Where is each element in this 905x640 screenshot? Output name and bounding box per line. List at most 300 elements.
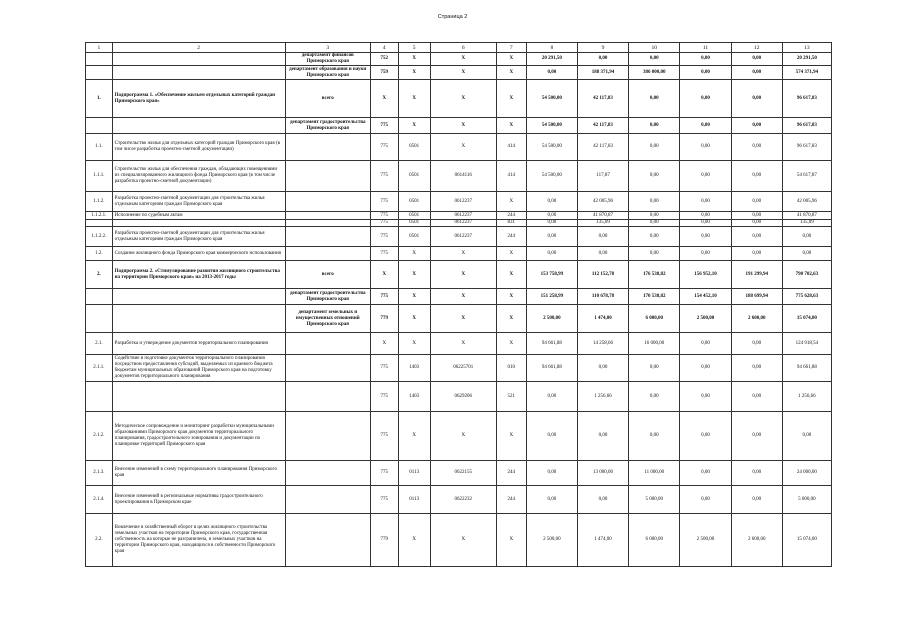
table-cell: 0,00 bbox=[526, 382, 577, 412]
table-cell: 1. bbox=[86, 80, 113, 118]
table-cell bbox=[86, 66, 113, 80]
table-row bbox=[86, 192, 832, 212]
table-cell: X bbox=[398, 80, 430, 118]
table-cell: 0,00 bbox=[680, 53, 731, 66]
table-cell: 775 bbox=[370, 412, 398, 461]
table-cell: 0,00 bbox=[731, 80, 782, 118]
table-row bbox=[86, 80, 832, 118]
table-row bbox=[86, 66, 832, 80]
table-cell: 54 500,00 bbox=[526, 118, 577, 134]
table-cell: 2 500,00 bbox=[526, 514, 577, 567]
table-cell: 779 bbox=[370, 305, 398, 333]
column-number-cell: 2 bbox=[112, 43, 285, 53]
table-cell: 0,00 bbox=[782, 247, 831, 261]
table-cell bbox=[285, 486, 370, 514]
table-cell bbox=[86, 382, 113, 412]
table-cell: 0,00 bbox=[731, 134, 782, 161]
table-row bbox=[86, 382, 832, 412]
table-cell: 151 258,99 bbox=[526, 289, 577, 305]
table-cell: 154 452,10 bbox=[680, 289, 731, 305]
table-cell: 112 152,78 bbox=[577, 261, 628, 289]
table-cell: 0,00 bbox=[577, 53, 628, 66]
table-cell: 94 661,88 bbox=[526, 333, 577, 355]
table-cell: X bbox=[430, 305, 496, 333]
table-cell: X bbox=[430, 289, 496, 305]
table-cell: 0,00 bbox=[526, 220, 577, 227]
budget-table bbox=[85, 42, 832, 567]
table-cell: X bbox=[496, 118, 526, 134]
table-cell: X bbox=[370, 333, 398, 355]
table-cell: 15 074,00 bbox=[782, 305, 831, 333]
table-cell: 779 bbox=[370, 514, 398, 567]
table-cell: 0,00 bbox=[680, 355, 731, 382]
table-cell: Внесение изменений в схему территориального планирования Приморского края bbox=[112, 461, 285, 486]
table-cell: 2. bbox=[86, 261, 113, 289]
column-number-cell: 11 bbox=[680, 43, 731, 53]
table-cell: 0,00 bbox=[731, 66, 782, 80]
table-cell: 0,00 bbox=[526, 227, 577, 247]
table-cell: всего bbox=[285, 80, 370, 118]
table-cell: 0,00 bbox=[731, 382, 782, 412]
table-cell: 775 bbox=[370, 486, 398, 514]
table-cell: 42 005,96 bbox=[782, 192, 831, 212]
table-cell: 153 758,99 bbox=[526, 261, 577, 289]
column-number-cell: 12 bbox=[731, 43, 782, 53]
table-cell bbox=[285, 514, 370, 567]
table-row bbox=[86, 461, 832, 486]
table-cell: 0,00 bbox=[629, 53, 680, 66]
table-cell bbox=[285, 161, 370, 192]
table-cell: 1.2. bbox=[86, 247, 113, 261]
table-cell: 188 371,94 bbox=[577, 66, 628, 80]
table-cell bbox=[285, 355, 370, 382]
table-cell: Исполнение по судебным актам bbox=[112, 212, 285, 220]
table-cell: 1 474,00 bbox=[577, 305, 628, 333]
table-cell: 0,00 bbox=[629, 118, 680, 134]
table-cell: 0,00 bbox=[629, 382, 680, 412]
table-cell: 0,00 bbox=[731, 247, 782, 261]
table-cell: X bbox=[398, 66, 430, 80]
table-cell: 0,00 bbox=[680, 134, 731, 161]
table-cell: X bbox=[398, 53, 430, 66]
table-cell: 2 500,00 bbox=[526, 305, 577, 333]
table-cell: 831 bbox=[496, 220, 526, 227]
table-row bbox=[86, 412, 832, 461]
table-cell: 54 500,00 bbox=[526, 80, 577, 118]
table-cell: 775 628,63 bbox=[782, 289, 831, 305]
table-cell: 0,00 bbox=[680, 161, 731, 192]
table-cell: 42 117,83 bbox=[577, 80, 628, 118]
table-cell: 188 699,94 bbox=[731, 289, 782, 305]
column-number-cell: 9 bbox=[577, 43, 628, 53]
table-row bbox=[86, 333, 832, 355]
table-cell: 117,87 bbox=[577, 161, 628, 192]
table-cell: 0,00 bbox=[680, 66, 731, 80]
table-cell: 0,00 bbox=[680, 80, 731, 118]
table-cell: 775 bbox=[370, 461, 398, 486]
table-cell: 775 bbox=[370, 227, 398, 247]
table-cell: X bbox=[496, 80, 526, 118]
table-cell bbox=[86, 289, 113, 305]
table-cell: 0,00 bbox=[680, 247, 731, 261]
table-cell: 0,00 bbox=[629, 412, 680, 461]
table-cell: департамент градостроительства Приморского края bbox=[285, 289, 370, 305]
table-cell: 1 256,66 bbox=[577, 382, 628, 412]
table-cell: 0,00 bbox=[680, 227, 731, 247]
table-cell: 2 500,00 bbox=[680, 514, 731, 567]
table-cell: 0501 bbox=[398, 212, 430, 220]
table-cell: 0,00 bbox=[680, 192, 731, 212]
table-cell: 2 500,00 bbox=[680, 305, 731, 333]
table-cell: 94 661,88 bbox=[782, 355, 831, 382]
table-cell: 42 005,96 bbox=[577, 192, 628, 212]
table-cell: 0113 bbox=[398, 486, 430, 514]
table-cell bbox=[112, 305, 285, 333]
table-cell: Внесение изменений в региональные нормативы градостроительного проектирования в Приморском крае bbox=[112, 486, 285, 514]
table-cell: 20 291,50 bbox=[782, 53, 831, 66]
table-cell: X bbox=[430, 261, 496, 289]
table-row bbox=[86, 486, 832, 514]
table-cell: 54 617,87 bbox=[782, 161, 831, 192]
table-cell: 1403 bbox=[398, 355, 430, 382]
table-cell: 790 702,63 bbox=[782, 261, 831, 289]
table-cell bbox=[112, 53, 285, 66]
table-cell: 5 000,00 bbox=[782, 486, 831, 514]
table-cell: 0,00 bbox=[731, 53, 782, 66]
table-cell: 96 617,83 bbox=[782, 118, 831, 134]
table-cell bbox=[285, 220, 370, 227]
table-cell: 0,00 bbox=[731, 333, 782, 355]
table-cell: 0,00 bbox=[577, 412, 628, 461]
table-cell: 54 500,00 bbox=[526, 161, 577, 192]
table-cell: X bbox=[496, 412, 526, 461]
table-cell: 775 bbox=[370, 355, 398, 382]
column-number-cell: 4 bbox=[370, 43, 398, 53]
table-row bbox=[86, 247, 832, 261]
column-number-cell: 6 bbox=[430, 43, 496, 53]
table-cell: X bbox=[430, 53, 496, 66]
table-cell: 2.1. bbox=[86, 333, 113, 355]
column-number-cell: 10 bbox=[629, 43, 680, 53]
table-cell: Строительство жилья для обеспечения граждан, обладающих помещениями из специализированного жилищного фонда Приморского края (в том числе разработка проектно-сметной документации) bbox=[112, 161, 285, 192]
table-cell: департамент градостроительства Приморского края bbox=[285, 118, 370, 134]
table-cell: 414 bbox=[496, 134, 526, 161]
table-cell: 244 bbox=[496, 486, 526, 514]
table-cell: 124 918,54 bbox=[782, 333, 831, 355]
table-cell bbox=[285, 461, 370, 486]
column-number-cell: 8 bbox=[526, 43, 577, 53]
table-cell: 775 bbox=[370, 118, 398, 134]
table-cell: 110 678,78 bbox=[577, 289, 628, 305]
table-cell: 0,00 bbox=[526, 412, 577, 461]
table-cell: Разработка проектно-сметной документации для строительства жилья отдельным категориям граждан Приморского края bbox=[112, 227, 285, 247]
table-cell: 2.1.3. bbox=[86, 461, 113, 486]
table-cell: X bbox=[430, 514, 496, 567]
table-cell: департамент земельных и имущественных отношений Приморского края bbox=[285, 305, 370, 333]
table-cell: 0,00 bbox=[731, 220, 782, 227]
table-cell: 0,00 bbox=[526, 192, 577, 212]
table-cell: 0,00 bbox=[526, 212, 577, 220]
table-cell: 0113 bbox=[398, 461, 430, 486]
table-cell: 759 bbox=[370, 66, 398, 80]
table-cell: Строительство жилья для отдельных категорий граждан Приморского края (в том числе разработка проектно-сметной документации) bbox=[112, 134, 285, 161]
table-cell: 16 000,00 bbox=[629, 333, 680, 355]
table-cell bbox=[285, 412, 370, 461]
table-cell: 775 bbox=[370, 247, 398, 261]
table-cell: 5 000,00 bbox=[629, 486, 680, 514]
table-cell: 54 500,00 bbox=[526, 134, 577, 161]
table-cell: X bbox=[430, 412, 496, 461]
table-cell: 0,00 bbox=[782, 412, 831, 461]
table-cell: 1.1.2.2. bbox=[86, 227, 113, 247]
table-cell: 0,00 bbox=[526, 247, 577, 261]
table-cell: 0,00 bbox=[526, 486, 577, 514]
column-number-cell: 1 bbox=[86, 43, 113, 53]
table-cell: X bbox=[398, 261, 430, 289]
table-cell: 2.1.1. bbox=[86, 355, 113, 382]
table-cell: 96 617,83 bbox=[782, 134, 831, 161]
table-cell: 0,00 bbox=[731, 461, 782, 486]
table-cell: 0,00 bbox=[629, 212, 680, 220]
column-number-row bbox=[86, 43, 832, 53]
table-cell: 752 bbox=[370, 53, 398, 66]
table-cell: 010 bbox=[496, 355, 526, 382]
table-cell: X bbox=[398, 514, 430, 567]
table-cell: 1403 bbox=[398, 382, 430, 412]
table-row bbox=[86, 355, 832, 382]
table-cell: 0629206 bbox=[430, 382, 496, 412]
table-cell: 414 bbox=[496, 161, 526, 192]
table-cell: 0,00 bbox=[629, 247, 680, 261]
column-number-cell: 3 bbox=[285, 43, 370, 53]
column-number-cell: 13 bbox=[782, 43, 831, 53]
table-cell: Создание жилищного фонда Приморского края коммерческого использования bbox=[112, 247, 285, 261]
table-cell bbox=[112, 118, 285, 134]
table-cell bbox=[285, 192, 370, 212]
table-cell: 0,00 bbox=[526, 66, 577, 80]
table-cell: 06225701 bbox=[430, 355, 496, 382]
table-cell: 0,00 bbox=[680, 333, 731, 355]
table-cell: 0,00 bbox=[629, 220, 680, 227]
table-cell: Подпрограмма 2. «Стимулирование развития жилищного строительства на территории Приморского края» на 2013-2017 годы bbox=[112, 261, 285, 289]
table-cell: 1 474,00 bbox=[577, 514, 628, 567]
table-cell: 0,00 bbox=[629, 80, 680, 118]
table-cell: 96 617,83 bbox=[782, 80, 831, 118]
table-cell: 0501 bbox=[398, 192, 430, 212]
table-cell: 176 538,82 bbox=[629, 261, 680, 289]
table-cell: 156 952,10 bbox=[680, 261, 731, 289]
table-cell: 13 000,00 bbox=[577, 461, 628, 486]
table-cell: 0,00 bbox=[629, 192, 680, 212]
table-cell: всего bbox=[285, 261, 370, 289]
table-row bbox=[86, 305, 832, 333]
table-cell: 0,00 bbox=[577, 486, 628, 514]
table-cell: 1 256,66 bbox=[782, 382, 831, 412]
table-cell: 775 bbox=[370, 134, 398, 161]
table-row bbox=[86, 514, 832, 567]
table-cell bbox=[285, 212, 370, 220]
table-cell: 0,00 bbox=[680, 118, 731, 134]
table-cell: X bbox=[430, 134, 496, 161]
table-cell: 0,00 bbox=[629, 161, 680, 192]
column-number-cell: 7 bbox=[496, 43, 526, 53]
table-cell: 2.2. bbox=[86, 514, 113, 567]
table-cell: 0,00 bbox=[680, 486, 731, 514]
table-cell: 2 600,00 bbox=[731, 305, 782, 333]
table-row bbox=[86, 212, 832, 220]
table-cell: 1.1.2.1. bbox=[86, 212, 113, 220]
table-cell: 0,00 bbox=[526, 461, 577, 486]
table-cell: X bbox=[496, 289, 526, 305]
table-cell: Разработка и утверждение документов территориального планирования bbox=[112, 333, 285, 355]
table-cell: X bbox=[398, 412, 430, 461]
table-cell: 0,00 bbox=[577, 355, 628, 382]
table-cell: 24 000,00 bbox=[782, 461, 831, 486]
table-cell: 6 000,00 bbox=[629, 305, 680, 333]
table-cell: 0501 bbox=[398, 220, 430, 227]
table-cell: X bbox=[496, 192, 526, 212]
table-cell: X bbox=[430, 333, 496, 355]
table-cell: 0501 bbox=[398, 227, 430, 247]
table-cell: 0614116 bbox=[430, 161, 496, 192]
table-cell: 170 538,82 bbox=[629, 289, 680, 305]
table-cell: X bbox=[398, 289, 430, 305]
table-cell: 94 661,88 bbox=[526, 355, 577, 382]
table-cell: X bbox=[370, 80, 398, 118]
table-cell: 386 000,00 bbox=[629, 66, 680, 80]
table-cell: 775 bbox=[370, 212, 398, 220]
table-cell: департамент образования и науки Приморского края bbox=[285, 66, 370, 80]
table-cell: 0,00 bbox=[629, 134, 680, 161]
table-cell: 0622155 bbox=[430, 461, 496, 486]
table-cell bbox=[285, 247, 370, 261]
table-cell: 244 bbox=[496, 227, 526, 247]
table-row bbox=[86, 161, 832, 192]
table-cell: 1.1. bbox=[86, 134, 113, 161]
table-cell: 775 bbox=[370, 289, 398, 305]
table-cell: X bbox=[398, 118, 430, 134]
table-cell: X bbox=[430, 66, 496, 80]
table-cell: 0501 bbox=[398, 134, 430, 161]
table-row bbox=[86, 220, 832, 227]
table-cell: 0,00 bbox=[731, 161, 782, 192]
table-cell bbox=[86, 53, 113, 66]
table-cell: 2.1.2. bbox=[86, 412, 113, 461]
table-cell bbox=[285, 333, 370, 355]
table-cell: Вовлечение в хозяйственный оборот в целях жилищного строительства земельных участков на территории Приморского края, государственная собственность на которые не разграничена, и земельных участков на территории Приморского края, находящихся в собственности Приморского края bbox=[112, 514, 285, 567]
table-cell: 15 074,00 bbox=[782, 514, 831, 567]
table-cell: 0,00 bbox=[731, 486, 782, 514]
table-cell: 0,00 bbox=[731, 355, 782, 382]
table-cell: 0,00 bbox=[680, 220, 731, 227]
table-cell: X bbox=[398, 333, 430, 355]
table-cell: Подпрограмма 1. «Обеспечение жильем отдельных категорий граждан Приморского края» bbox=[112, 80, 285, 118]
table-cell: 0,00 bbox=[731, 118, 782, 134]
table-cell: 0612237 bbox=[430, 220, 496, 227]
table-row bbox=[86, 227, 832, 247]
table-cell: X bbox=[496, 261, 526, 289]
table-cell: X bbox=[496, 305, 526, 333]
table-cell: 244 bbox=[496, 461, 526, 486]
table-row bbox=[86, 134, 832, 161]
table-cell: 42 117,83 bbox=[577, 118, 628, 134]
table-cell: 775 bbox=[370, 192, 398, 212]
table-cell: 0,00 bbox=[680, 382, 731, 412]
table-cell: департамент финансов Приморского края bbox=[285, 53, 370, 66]
table-cell: 0612237 bbox=[430, 227, 496, 247]
table-cell: 0,00 bbox=[731, 227, 782, 247]
table-cell: 0,00 bbox=[680, 412, 731, 461]
table-cell: X bbox=[496, 66, 526, 80]
table-cell bbox=[285, 134, 370, 161]
table-cell: 0,00 bbox=[680, 461, 731, 486]
table-cell: 775 bbox=[370, 220, 398, 227]
table-cell bbox=[86, 220, 113, 227]
table-row bbox=[86, 53, 832, 66]
page-header: Страница 2 bbox=[437, 14, 468, 20]
table-cell: 6 000,00 bbox=[629, 514, 680, 567]
table-cell: X bbox=[370, 261, 398, 289]
table-cell: X bbox=[398, 305, 430, 333]
table-cell: 0,00 bbox=[577, 227, 628, 247]
table-cell: 191 299,94 bbox=[731, 261, 782, 289]
table-cell: 11 000,00 bbox=[629, 461, 680, 486]
table-cell: 0622232 bbox=[430, 486, 496, 514]
table-cell: X bbox=[398, 247, 430, 261]
table-cell: 135,09 bbox=[577, 220, 628, 227]
table-cell bbox=[285, 382, 370, 412]
table-cell: X bbox=[496, 514, 526, 567]
table-cell: 1.1.2. bbox=[86, 192, 113, 212]
table-cell bbox=[112, 382, 285, 412]
table-cell: 0501 bbox=[398, 161, 430, 192]
table-cell: 14 258,66 bbox=[577, 333, 628, 355]
table-cell: 244 bbox=[496, 212, 526, 220]
table-cell: X bbox=[430, 118, 496, 134]
table-cell: X bbox=[496, 333, 526, 355]
table-cell: X bbox=[496, 247, 526, 261]
table-cell: 0,00 bbox=[680, 212, 731, 220]
table-cell: 0,00 bbox=[629, 355, 680, 382]
table-cell: 0,00 bbox=[577, 247, 628, 261]
table-cell: 0,00 bbox=[731, 192, 782, 212]
table-cell: X bbox=[430, 247, 496, 261]
table-cell bbox=[112, 220, 285, 227]
table-row bbox=[86, 118, 832, 134]
table-cell: 0,00 bbox=[731, 212, 782, 220]
table-cell: Содействие в подготовке документов территориального планирования посредством предоставления субсидий, выделяемых из краевого бюджета бюджетам муниципальных образований Приморского края на подготовку документов территориального планирования bbox=[112, 355, 285, 382]
table-cell bbox=[86, 305, 113, 333]
table-cell: 775 bbox=[370, 382, 398, 412]
table-cell: 41 870,87 bbox=[782, 212, 831, 220]
table-cell bbox=[112, 289, 285, 305]
table-cell: 1.1.1. bbox=[86, 161, 113, 192]
table-cell bbox=[86, 118, 113, 134]
table-cell: 20 291,50 bbox=[526, 53, 577, 66]
table-row bbox=[86, 289, 832, 305]
table-cell: 42 117,83 bbox=[577, 134, 628, 161]
table-cell: 521 bbox=[496, 382, 526, 412]
table-cell: 775 bbox=[370, 161, 398, 192]
table-row bbox=[86, 261, 832, 289]
table-cell: X bbox=[430, 80, 496, 118]
table-cell: 574 371,94 bbox=[782, 66, 831, 80]
table-cell: 135,09 bbox=[782, 220, 831, 227]
table-cell: 2.1.4. bbox=[86, 486, 113, 514]
table-cell: Методическое сопровождение и мониторинг разработки муниципальными образованиями Приморского края документов территориального планирования, градостроительного зонирования и документации по планировке территорий Приморского края bbox=[112, 412, 285, 461]
table-cell: 41 870,87 bbox=[577, 212, 628, 220]
column-number-cell: 5 bbox=[398, 43, 430, 53]
